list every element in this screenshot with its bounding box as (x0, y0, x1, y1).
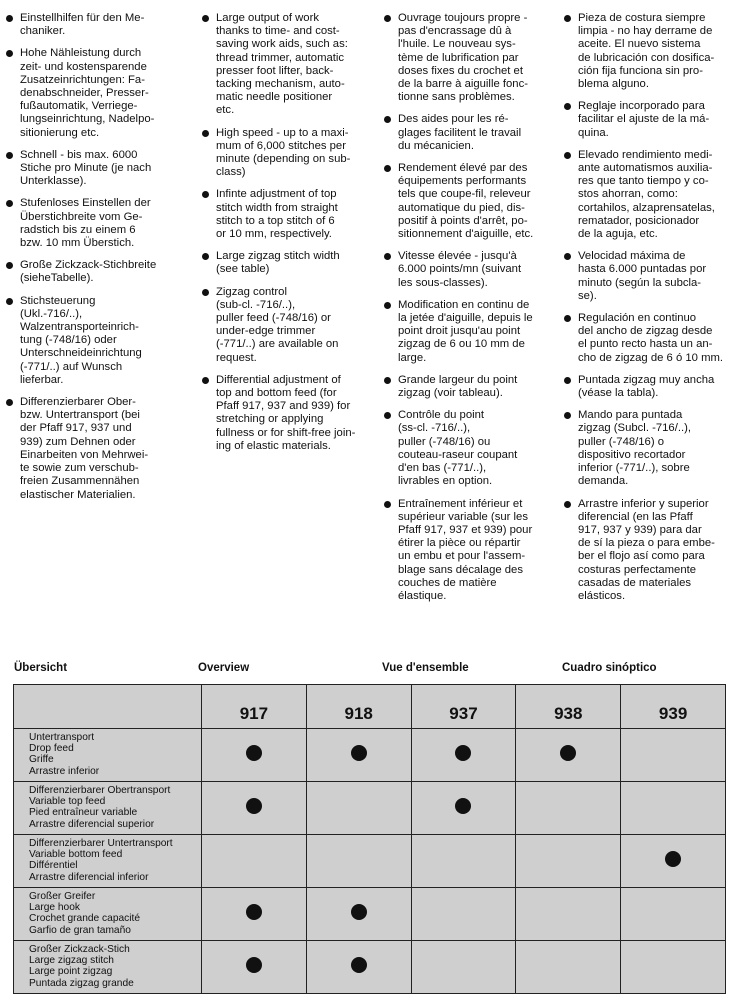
bullet-item: Arrastre inferior y superior diferencial (en las Pfaff 917, 937 y 939) para dar de sí la pieza o para embe- ber el flojo así como para costuras perfectamente casadas de materiales elásticos. (564, 498, 736, 604)
model-938: 938 (516, 685, 621, 729)
bullet-item: Differential adjustment of top and bottom feed (for Pfaff 917, 937 and 939) for stretching or applying fullness or for shift-free join- ing of elastic materials. (202, 374, 374, 453)
bullet-item: Große Zickzack-Stichbreite (sieheTabelle). (6, 259, 186, 285)
model-918: 918 (306, 685, 411, 729)
availability-dot-icon (665, 851, 681, 867)
bullet-item: Velocidad máxima de hasta 6.000 puntadas por minuto (según la subcla- se). (564, 250, 736, 303)
model-cell (411, 941, 516, 994)
bullet-item: Einstellhilfen für den Me- chaniker. (6, 12, 186, 38)
availability-dot-icon (246, 798, 262, 814)
heading-overview: Overview (198, 662, 250, 674)
availability-dot-icon (455, 798, 471, 814)
model-cell (621, 835, 726, 888)
bullet-item: Reglaje incorporado para facilitar el ajuste de la má- quina. (564, 100, 736, 140)
bullet-item: Hohe Nähleistung durch zeit- und kostensparende Zusatzeinrichtungen: Fa- denabschneider, Presser- fußautomatik, Verriege- lungseinrichtung, Nadelpo- sitionierung etc. (6, 47, 186, 139)
bullet-item: High speed - up to a maxi- mum of 6,000 stitches per minute (depending on sub- class) (202, 127, 374, 180)
model-cell (621, 729, 726, 782)
bullet-item: Modification en continu de la jetée d'aiguille, depuis le point droit jusqu'au point zigzag de 6 ou 10 mm de large. (384, 299, 556, 365)
bullet-item: Regulación en continuo del ancho de zigzag desde el punto recto hasta un an- cho de zigzag de 6 ó 10 mm. (564, 312, 736, 365)
model-cell (202, 941, 307, 994)
feature-label: Großer Zickzack-Stich Large zigzag stitch Large point zigzag Puntada zigzag grande (14, 941, 202, 994)
model-cell (306, 782, 411, 835)
bullet-list-fr (384, 12, 556, 603)
bullet-item: Elevado rendimiento medi- ante automatismos auxilia- res que tanto tiempo y co- stos ahorran, como: cortahilos, alzaprensatelas, rematador, posicionador de la aguja, etc. (564, 149, 736, 241)
overview-table (13, 684, 726, 994)
bullet-list-es (564, 12, 736, 603)
model-cell (411, 835, 516, 888)
availability-dot-icon (246, 904, 262, 920)
bullet-item: Pieza de costura siempre limpia - no hay derrame de aceite. El nuevo sistema de lubricación con dosifica- ción fija funciona sin pro- blema alguno. (564, 12, 736, 91)
feature-label: Großer Greifer Large hook Crochet grande capacité Garfio de gran tamaño (14, 888, 202, 941)
column-spanish (564, 12, 736, 612)
model-cell (202, 782, 307, 835)
model-cell (202, 835, 307, 888)
model-cell (411, 782, 516, 835)
availability-dot-icon (351, 904, 367, 920)
header-empty-cell (14, 685, 202, 729)
model-cell (202, 729, 307, 782)
feature-label: Differenzierbarer Obertransport Variable top feed Pied entraîneur variable Arrastre diferencial superior (14, 782, 202, 835)
bullet-list-en (202, 12, 374, 453)
bullet-item: Entraînement inférieur et supérieur variable (sur les Pfaff 917, 937 et 939) pour étirer la pièce ou répartir un embu et pour l'assem- blage sans décalage des couches de matière élastique. (384, 498, 556, 604)
model-cell (411, 888, 516, 941)
model-cell (516, 941, 621, 994)
bullet-item: Stufenloses Einstellen der Überstichbreite vom Ge- radstich bis zu einem 6 bzw. 10 mm Überstich. (6, 197, 186, 250)
column-german (6, 12, 186, 511)
bullet-item: Contrôle du point (ss-cl. -716/..), puller (-748/16) ou couteau-raseur coupant d'en bas (-771/..), livrables en option. (384, 409, 556, 488)
column-english (202, 12, 374, 462)
feature-row (14, 835, 726, 888)
model-cell (306, 835, 411, 888)
feature-row (14, 888, 726, 941)
model-cell (516, 888, 621, 941)
availability-dot-icon (246, 957, 262, 973)
model-cell (621, 782, 726, 835)
availability-dot-icon (351, 745, 367, 761)
model-cell (202, 888, 307, 941)
model-937: 937 (411, 685, 516, 729)
bullet-item: Rendement élevé par des équipements performants tels que coupe-fil, releveur automatique du pied, dis- positif à points d'arrêt, po- sitionnement d'aiguille, etc. (384, 162, 556, 241)
feature-label: Differenzierbarer Untertransport Variable bottom feed Différentiel Arrastre diferencial inferior (14, 835, 202, 888)
model-939: 939 (621, 685, 726, 729)
feature-row (14, 782, 726, 835)
model-cell (306, 941, 411, 994)
column-french (384, 12, 556, 612)
bullet-item: Infinte adjustment of top stitch width from straight stitch to a top stitch of 6 or 10 mm, respectively. (202, 188, 374, 241)
model-cell (516, 782, 621, 835)
feature-label: Untertransport Drop feed Griffe Arrastre inferior (14, 729, 202, 782)
overview-body (14, 729, 726, 994)
model-cell (411, 729, 516, 782)
bullet-item: Mando para puntada zigzag (Subcl. -716/..), puller (-748/16) o dispositivo recortador inferior (-771/..), sobre demanda. (564, 409, 736, 488)
availability-dot-icon (351, 957, 367, 973)
bullet-list-de (6, 12, 186, 502)
bullet-item: Zigzag control (sub-cl. -716/..), puller feed (-748/16) or under-edge trimmer (-771/..) are available on request. (202, 286, 374, 365)
model-cell (516, 835, 621, 888)
model-cell (306, 729, 411, 782)
bullet-item: Des aides pour les ré- glages facilitent le travail du mécanicien. (384, 113, 556, 153)
bullet-item: Vitesse élevée - jusqu'à 6.000 points/mn (suivant les sous-classes). (384, 250, 556, 290)
model-cell (621, 941, 726, 994)
bullet-item: Stichsteuerung (Ukl.-716/..), Walzentransporteinrich- tung (-748/16) oder Unterschneideinrichtung (-771/..) auf Wunsch lieferbar. (6, 295, 186, 387)
feature-row (14, 941, 726, 994)
bullet-item: Schnell - bis max. 6000 Stiche pro Minute (je nach Unterklasse). (6, 149, 186, 189)
heading-ubersicht: Übersicht (14, 662, 68, 674)
bullet-item: Large zigzag stitch width (see table) (202, 250, 374, 276)
feature-row (14, 729, 726, 782)
bullet-item: Differenzierbarer Ober- bzw. Untertransport (bei der Pfaff 917, 937 und 939) zum Dehnen oder Einarbeiten von Mehrwei- te sowie zum verschub- freien Zusammennähen elastischer Materialien. (6, 396, 186, 502)
availability-dot-icon (455, 745, 471, 761)
bullet-item: Puntada zigzag muy ancha (véase la tabla). (564, 374, 736, 400)
heading-vue-ensemble: Vue d'ensemble (382, 662, 469, 674)
availability-dot-icon (560, 745, 576, 761)
model-cell (516, 729, 621, 782)
model-cell (621, 888, 726, 941)
bullet-item: Grande largeur du point zigzag (voir tableau). (384, 374, 556, 400)
model-917: 917 (202, 685, 307, 729)
model-header-row (14, 685, 726, 729)
bullet-item: Ouvrage toujours propre - pas d'encrassage dû à l'huile. Le nouveau sys- tème de lubrification par doses fixes du crochet et de la barre à aiguille fonc- tionne sans problèmes. (384, 12, 556, 104)
availability-dot-icon (246, 745, 262, 761)
heading-cuadro-sinoptico: Cuadro sinóptico (562, 662, 657, 674)
model-cell (306, 888, 411, 941)
bullet-item: Large output of work thanks to time- and cost- saving work aids, such as: thread trimmer, automatic presser foot lifter, back- tacking mechanism, auto- matic needle positioner etc. (202, 12, 374, 118)
